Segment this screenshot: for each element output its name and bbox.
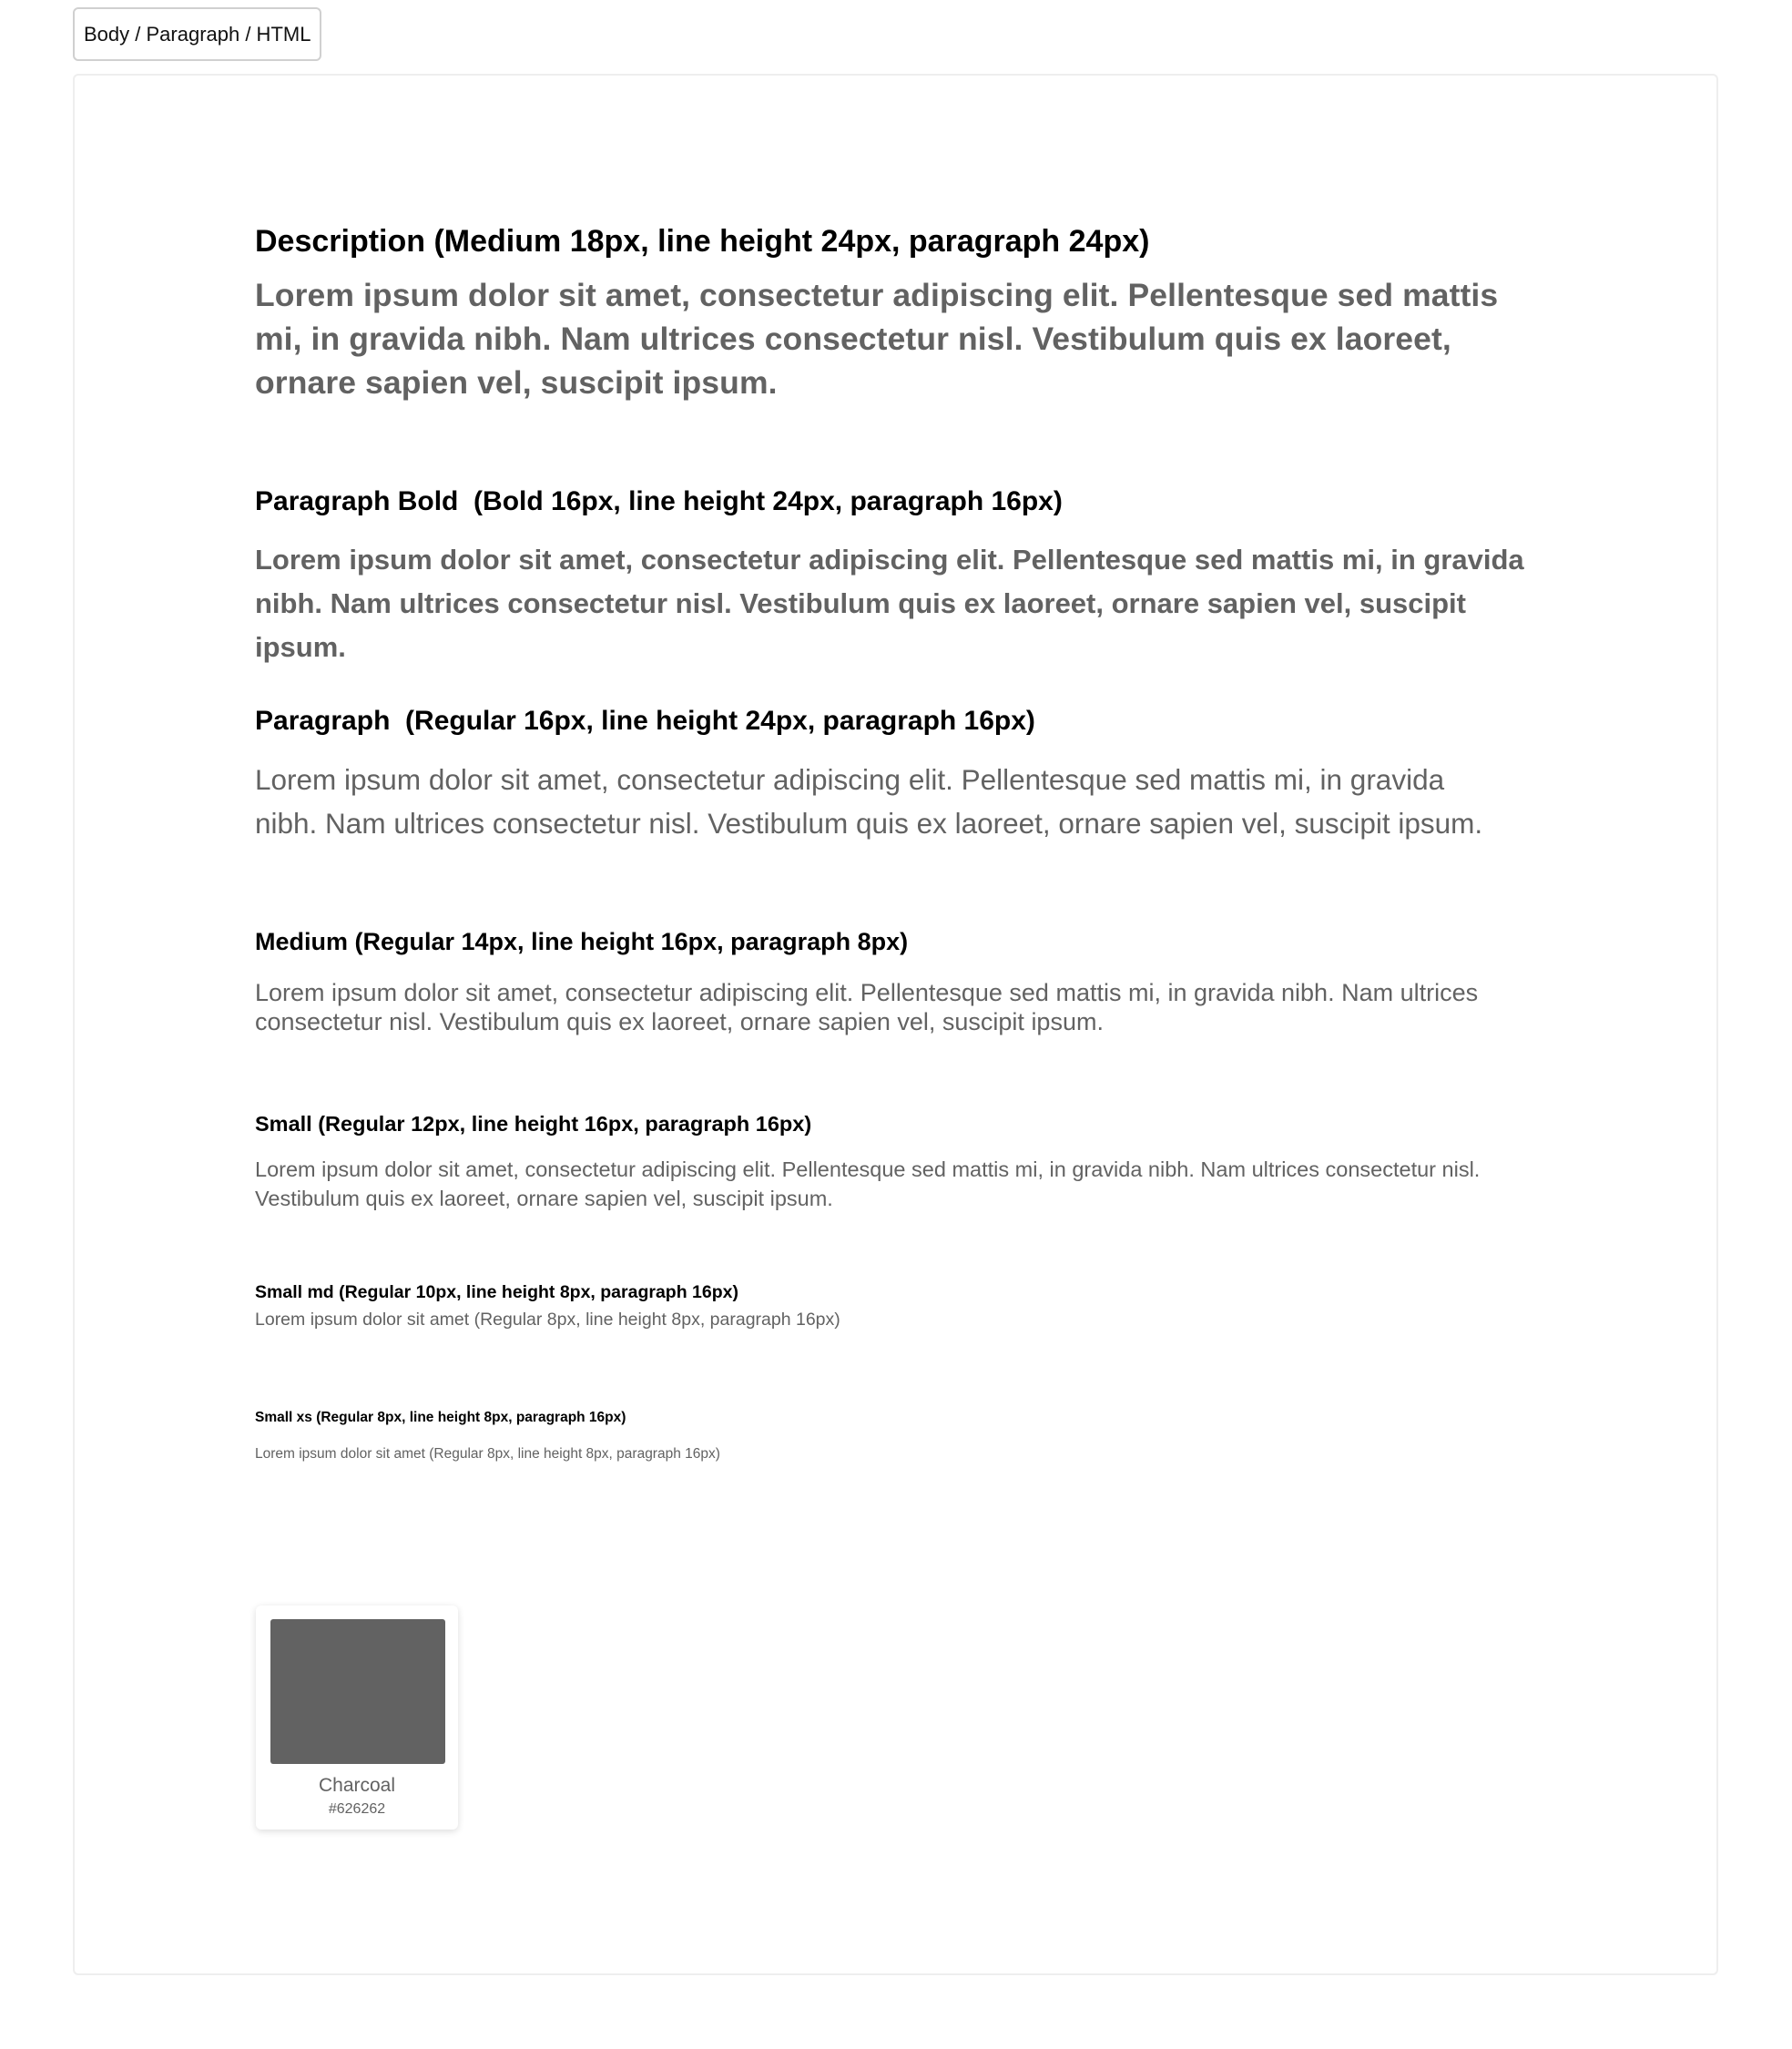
paragraph-line: Lorem ipsum dolor sit amet, consectetur adipiscing elit. Pellentesque sed mattis mi, in gravida (255, 544, 1524, 576)
paragraph-line: Lorem ipsum dolor sit amet, consectetur adipiscing elit. Pellentesque sed mattis mi, in gravida (255, 763, 1445, 796)
breadcrumb-tag: Body / Paragraph / HTML (73, 7, 321, 61)
paragraph-line: Vestibulum quis ex laoreet, ornare sapien vel, suscipit ipsum. (255, 1187, 833, 1210)
section-heading: Small xs (Regular 8px, line height 8px, paragraph 16px) (255, 1410, 626, 1425)
swatch-hex-value: #626262 (328, 1801, 386, 1817)
paragraph-line: nibh. Nam ultrices consectetur nisl. Vestibulum quis ex laoreet, ornare sapien vel, suscipit ipsum. (255, 587, 1466, 663)
paragraph-line: Lorem ipsum dolor sit amet (Regular 8px, line height 8px, paragraph 16px) (255, 1446, 720, 1462)
section-heading: Description (Medium 18px, line height 24px, paragraph 24px) (255, 224, 1150, 259)
section-paragraph (255, 700, 1539, 845)
paragraph-line: Lorem ipsum dolor sit amet, consectetur adipiscing elit. Pellentesque sed mattis (255, 277, 1499, 313)
paragraph-line: Lorem ipsum dolor sit amet (Regular 8px, line height 8px, paragraph 16px) (255, 1310, 840, 1330)
section-heading: Medium (Regular 14px, line height 16px, paragraph 8px) (255, 928, 909, 955)
color-swatch-card (256, 1606, 458, 1830)
section-small (255, 1107, 1539, 1213)
paragraph-line: consectetur nisl. Vestibulum quis ex laoreet, ornare sapien vel, suscipit ipsum. (255, 1008, 1104, 1035)
section-medium (255, 923, 1539, 1036)
section-paragraph-bold (255, 481, 1539, 669)
section-heading: Paragraph (Regular 16px, line height 24px, paragraph 16px) (255, 706, 1035, 736)
section-paragraph (255, 1155, 1539, 1213)
section-small-md (255, 1280, 1539, 1333)
section-paragraph (255, 978, 1539, 1036)
section-heading: Small md (Regular 10px, line height 8px, paragraph 16px) (255, 1282, 738, 1302)
section-paragraph (255, 273, 1539, 404)
section-heading: Small (Regular 12px, line height 16px, paragraph 16px) (255, 1112, 812, 1136)
section-paragraph (255, 538, 1539, 669)
section-paragraph (255, 1306, 1539, 1333)
paragraph-line: Lorem ipsum dolor sit amet, consectetur adipiscing elit. Pellentesque sed mattis mi, in gravida nibh. Nam ultrices (255, 979, 1479, 1006)
paragraph-line: Lorem ipsum dolor sit amet, consectetur adipiscing elit. Pellentesque sed mattis mi, in gravida nibh. Nam ultrices consectetur nisl. (255, 1157, 1481, 1181)
section-paragraph (255, 758, 1539, 845)
color-swatch (270, 1619, 445, 1764)
section-paragraph (255, 1444, 1539, 1464)
section-description (255, 219, 1539, 404)
paragraph-line: ornare sapien vel, suscipit ipsum. (255, 364, 778, 401)
paragraph-line: mi, in gravida nibh. Nam ultrices consectetur nisl. Vestibulum quis ex laoreet, (255, 321, 1451, 357)
paragraph-line: nibh. Nam ultrices consectetur nisl. Vestibulum quis ex laoreet, ornare sapien vel, suscipit ipsum. (255, 807, 1483, 840)
section-small-xs (255, 1408, 1539, 1464)
section-heading: Paragraph Bold (Bold 16px, line height 24px, paragraph 16px) (255, 486, 1063, 516)
swatch-color-name: Charcoal (318, 1775, 396, 1796)
